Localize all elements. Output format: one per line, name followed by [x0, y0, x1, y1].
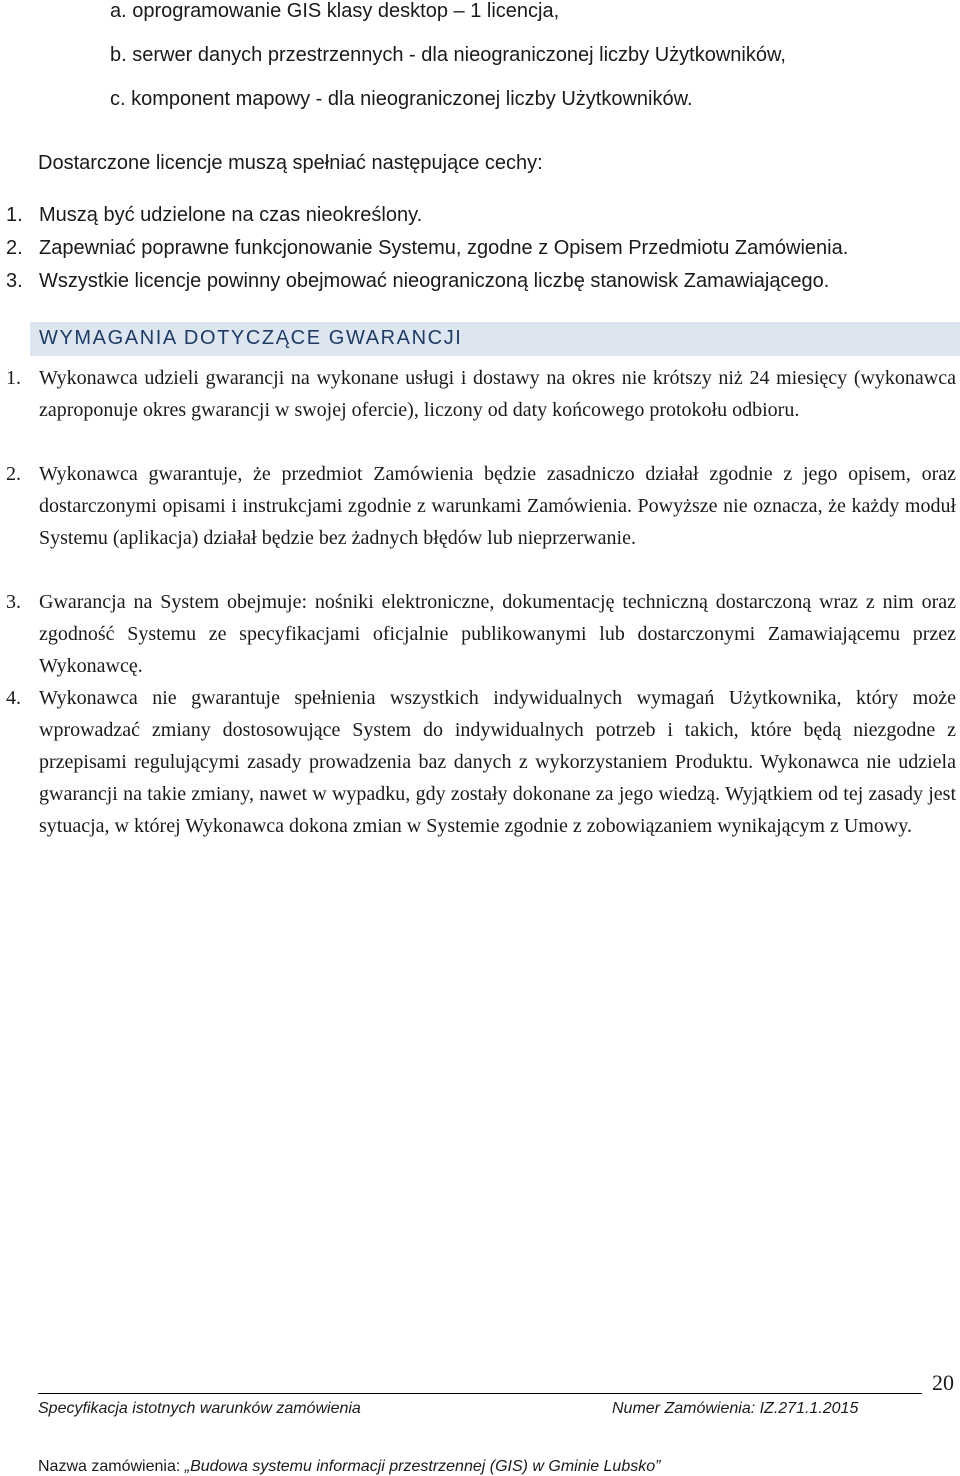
list-text: oprogramowanie GIS klasy desktop – 1 licencja, [132, 0, 560, 22]
list-item [110, 44, 786, 67]
item-number: 4. [6, 687, 21, 709]
page-number: 20 [932, 1370, 954, 1395]
item-text: Muszą być udzielone na czas nieokreślony. [39, 204, 423, 226]
item-number: 2. [6, 237, 23, 259]
section-heading-band [30, 322, 960, 356]
item-number: 2. [6, 463, 21, 485]
item-text: Wszystkie licencje powinny obejmować nieograniczoną liczbę stanowisk Zamawiającego. [39, 270, 830, 292]
warranty-item [6, 682, 956, 842]
item-number: 1. [6, 204, 23, 226]
features-intro: Dostarczone licencje muszą spełniać następujące cechy: [38, 152, 543, 174]
warranty-item [6, 586, 956, 682]
order-name-label: Nazwa zamówienia: [38, 1458, 181, 1475]
item-number: 3. [6, 591, 21, 613]
warranty-item [6, 458, 956, 554]
item-text: Wykonawca gwarantuje, że przedmiot Zamówienia będzie zasadniczo działał zgodnie z jego opisem, oraz dostarczonymi opisami i instrukcjami zgodnie z warunkami Zamówienia. Powyższe nie oznacza, że każdy moduł Systemu (aplikacja) działał będzie bez żadnych błędów lub nieprzerwanie. [39, 463, 956, 549]
list-item [110, 88, 693, 111]
item-number: 3. [6, 270, 23, 292]
footer-divider [38, 1393, 922, 1394]
footer-order-number: Numer Zamówienia: IZ.271.1.2015 [612, 1400, 859, 1417]
list-item [110, 0, 559, 23]
list-text: serwer danych przestrzennych - dla nieograniczonej liczby Użytkowników, [132, 44, 786, 66]
item-text: Wykonawca udzieli gwarancji na wykonane usługi i dostawy na okres nie krótszy niż 24 miesięcy (wykonawca zaproponuje okres gwarancji w swojej ofercie), liczony od daty końcowego protokołu odbioru. [39, 367, 956, 421]
list-marker: b. [110, 44, 127, 66]
footer-order-name [38, 1458, 660, 1476]
item-text: Gwarancja na System obejmuje: nośniki elektroniczne, dokumentację techniczną dostarczoną wraz z nim oraz zgodność Systemu ze specyfikacjami oficjalnie publikowanymi lub dostarczonymi Zamawiającemu przez Wykonawcę. [39, 591, 956, 677]
warranty-item [6, 362, 956, 426]
item-number: 1. [6, 367, 21, 389]
footer-spec-title: Specyfikacja istotnych warunków zamówienia [38, 1400, 361, 1417]
item-text: Zapewniać poprawne funkcjonowanie Systemu, zgodne z Opisem Przedmiotu Zamówienia. [39, 237, 849, 259]
item-text: Wykonawca nie gwarantuje spełnienia wszystkich indywidualnych wymagań Użytkownika, który może wprowadzać zmiany dostosowujące System do indywidualnych potrzeb i takich, które będą niezgodne z przepisami regulującymi zasady prowadzenia baz danych z wykorzystaniem Produktu. Wykonawca nie udziela gwarancji na takie zmiany, nawet w wypadku, gdy zostały dokonane za jego wiedzą. Wyjątkiem od tej zasady jest sytuacja, w której Wykonawca dokona zmian w Systemie zgodnie z zobowiązaniem wynikającym z Umowy. [39, 687, 956, 837]
list-marker: c. [110, 88, 126, 110]
order-name-value: „Budowa systemu informacji przestrzennej (GIS) w Gminie Lubsko” [184, 1458, 661, 1475]
list-text: komponent mapowy - dla nieograniczonej liczby Użytkowników. [131, 88, 693, 110]
list-marker: a. [110, 0, 127, 22]
section-heading: WYMAGANIA DOTYCZĄCE GWARANCJI [39, 327, 463, 349]
